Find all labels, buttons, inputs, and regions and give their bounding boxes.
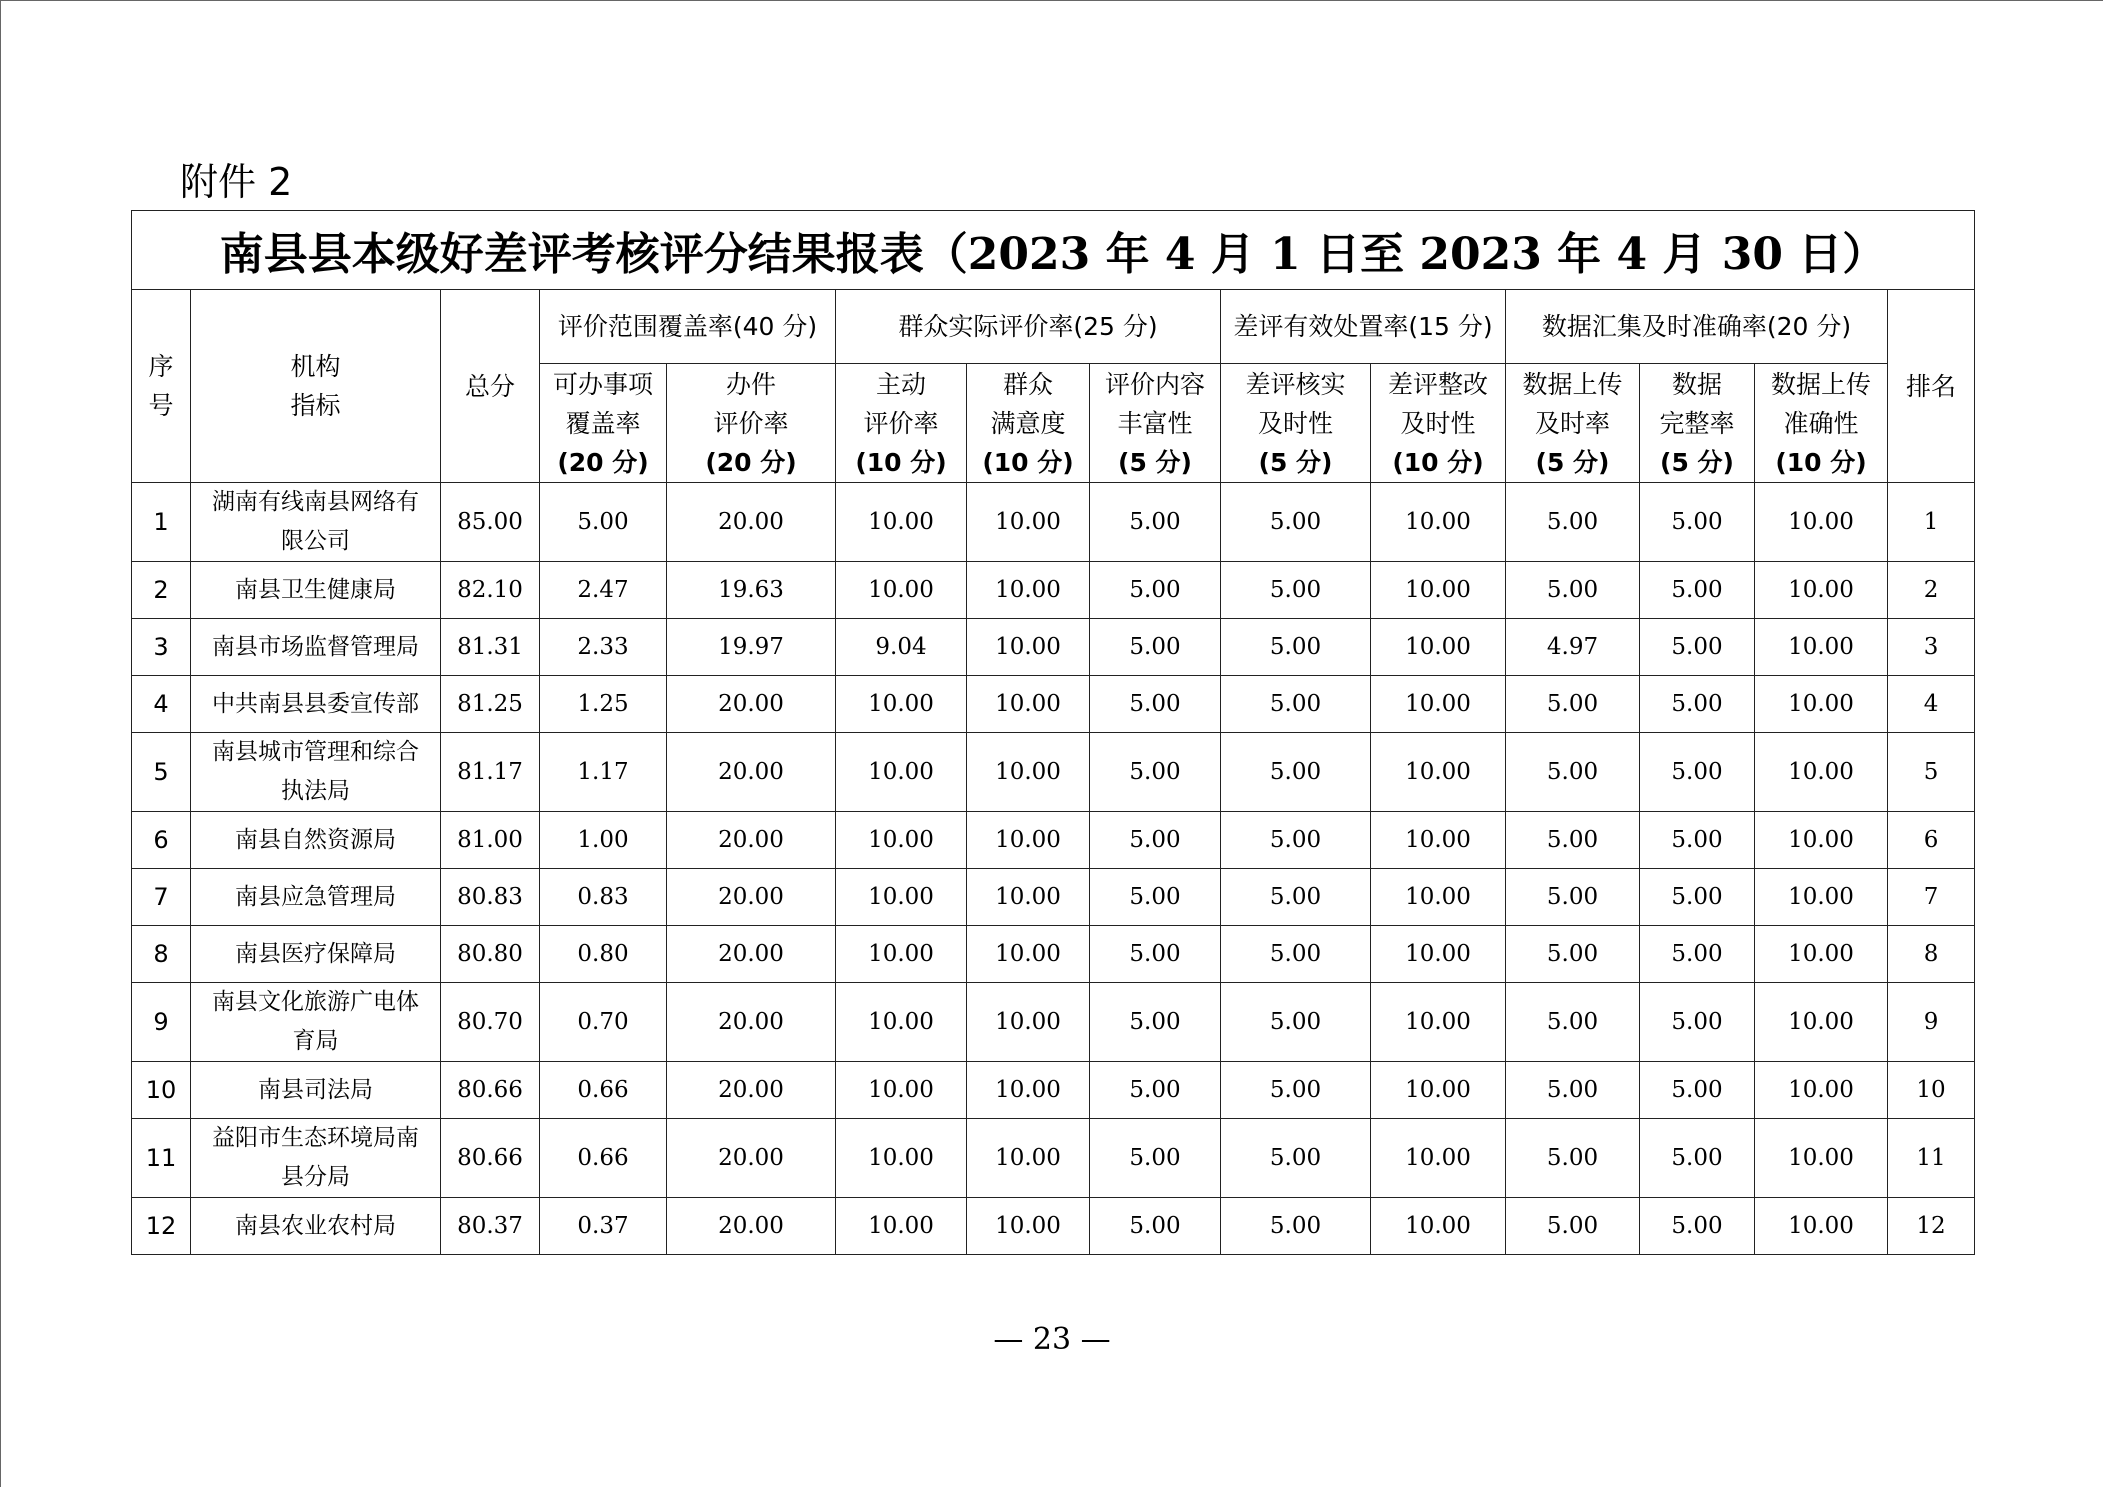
header-sub-line2: 丰富性 [1117, 408, 1193, 438]
table-row [132, 1062, 1975, 1119]
row-score: 5.00 [1090, 733, 1221, 812]
table-row [132, 562, 1975, 619]
header-sub-9 [1755, 364, 1888, 483]
org-name-line1: 湖南有线南县网络有 [212, 489, 419, 515]
row-score: 9.04 [836, 619, 967, 676]
header-sub-line1: 差评整改 [1387, 369, 1488, 399]
header-sub-points: (5 分) [1258, 447, 1333, 477]
header-sub-line1: 主动 [875, 369, 926, 399]
row-score: 20.00 [667, 1198, 836, 1255]
row-score: 5.00 [1090, 812, 1221, 869]
header-rank: 排名 [1888, 290, 1975, 483]
row-score: 5.00 [1506, 676, 1640, 733]
org-name-line1: 南县卫生健康局 [235, 576, 396, 603]
row-score: 5.00 [1506, 1198, 1640, 1255]
header-sub-line1: 数据上传 [1522, 369, 1623, 399]
row-score: 10.00 [1755, 1198, 1888, 1255]
row-score: 10.00 [836, 676, 967, 733]
header-sub-line2: 及时性 [1257, 408, 1333, 438]
header-group-coverage: 评价范围覆盖率(40 分) [540, 290, 836, 364]
row-index: 7 [132, 869, 191, 926]
row-score: 10.00 [1755, 983, 1888, 1062]
row-score: 5.00 [1090, 483, 1221, 562]
row-org-name [191, 733, 441, 812]
org-name-line1: 南县应急管理局 [235, 883, 396, 910]
header-sub-points: (10 分) [1392, 447, 1484, 477]
row-score: 5.00 [1640, 869, 1755, 926]
row-rank: 1 [1888, 483, 1975, 562]
org-name-line1: 南县文化旅游广电体 [212, 989, 419, 1015]
org-name-line1: 益阳市生态环境局南 [212, 1125, 419, 1151]
row-score: 10.00 [967, 619, 1090, 676]
row-score: 5.00 [1221, 483, 1371, 562]
row-index: 6 [132, 812, 191, 869]
row-score: 5.00 [1506, 1119, 1640, 1198]
row-score: 10.00 [967, 1062, 1090, 1119]
table-row [132, 483, 1975, 562]
row-score: 10.00 [967, 676, 1090, 733]
header-index-line1: 序 [148, 352, 174, 381]
header-sub-2 [836, 364, 967, 483]
row-score: 5.00 [1640, 926, 1755, 983]
row-score: 5.00 [1221, 926, 1371, 983]
row-score: 10.00 [967, 926, 1090, 983]
row-score: 10.00 [1371, 869, 1506, 926]
row-score: 10.00 [967, 562, 1090, 619]
row-rank: 3 [1888, 619, 1975, 676]
row-rank: 12 [1888, 1198, 1975, 1255]
row-score: 10.00 [967, 1119, 1090, 1198]
row-score: 5.00 [1221, 812, 1371, 869]
row-score: 4.97 [1506, 619, 1640, 676]
row-score: 5.00 [1090, 983, 1221, 1062]
header-index-line2: 号 [148, 391, 174, 420]
header-group-data: 数据汇集及时准确率(20 分) [1506, 290, 1888, 364]
header-sub-points: (20 分) [705, 447, 797, 477]
row-total: 81.00 [441, 812, 540, 869]
table-row [132, 733, 1975, 812]
header-org-line1: 机构 [290, 352, 341, 381]
table-row [132, 812, 1975, 869]
header-sub-line2: 及时率 [1534, 408, 1610, 438]
row-score: 5.00 [540, 483, 667, 562]
row-score: 10.00 [1371, 1119, 1506, 1198]
header-sub-6 [1371, 364, 1506, 483]
row-index: 3 [132, 619, 191, 676]
row-score: 5.00 [1640, 1198, 1755, 1255]
header-sub-line1: 差评核实 [1245, 369, 1346, 399]
row-score: 5.00 [1090, 1119, 1221, 1198]
row-score: 10.00 [1371, 733, 1506, 812]
row-score: 5.00 [1221, 1062, 1371, 1119]
org-name-line1: 南县城市管理和综合 [212, 739, 419, 765]
report-title: 南县县本级好差评考核评分结果报表（2023 年 4 月 1 日至 2023 年 4 月 30 日） [132, 211, 1975, 290]
org-name-line1: 南县市场监督管理局 [212, 633, 419, 660]
header-sub-points: (10 分) [982, 447, 1074, 477]
row-org-name [191, 812, 441, 869]
row-score: 19.97 [667, 619, 836, 676]
row-total: 80.66 [441, 1119, 540, 1198]
row-score: 5.00 [1640, 676, 1755, 733]
row-rank: 10 [1888, 1062, 1975, 1119]
row-score: 5.00 [1506, 812, 1640, 869]
row-score: 10.00 [1755, 733, 1888, 812]
header-sub-line1: 数据上传 [1770, 369, 1871, 399]
row-score: 1.00 [540, 812, 667, 869]
row-score: 20.00 [667, 676, 836, 733]
row-rank: 6 [1888, 812, 1975, 869]
row-index: 12 [132, 1198, 191, 1255]
row-score: 5.00 [1640, 733, 1755, 812]
row-index: 10 [132, 1062, 191, 1119]
row-score: 10.00 [1371, 676, 1506, 733]
row-score: 5.00 [1506, 483, 1640, 562]
header-org [191, 290, 441, 483]
row-index: 11 [132, 1119, 191, 1198]
row-score: 10.00 [1371, 983, 1506, 1062]
row-score: 10.00 [1755, 1119, 1888, 1198]
row-score: 5.00 [1221, 1119, 1371, 1198]
row-rank: 5 [1888, 733, 1975, 812]
page-number: — 23 — [993, 1322, 1111, 1357]
org-name-line2: 执法局 [281, 778, 350, 804]
header-sub-line1: 评价内容 [1104, 369, 1205, 399]
row-score: 1.17 [540, 733, 667, 812]
row-score: 10.00 [1371, 562, 1506, 619]
row-org-name [191, 676, 441, 733]
row-score: 5.00 [1506, 733, 1640, 812]
header-sub-8 [1640, 364, 1755, 483]
attachment-label: 附件 2 [180, 160, 293, 204]
row-score: 10.00 [1755, 869, 1888, 926]
header-sub-points: (5 分) [1118, 447, 1192, 477]
row-total: 80.80 [441, 926, 540, 983]
row-score: 20.00 [667, 926, 836, 983]
row-rank: 2 [1888, 562, 1975, 619]
row-score: 10.00 [1371, 812, 1506, 869]
row-score: 5.00 [1090, 619, 1221, 676]
row-score: 5.00 [1090, 1198, 1221, 1255]
row-score: 10.00 [836, 733, 967, 812]
row-score: 10.00 [836, 562, 967, 619]
table-row [132, 926, 1975, 983]
row-score: 5.00 [1640, 983, 1755, 1062]
org-name-line2: 县分局 [281, 1164, 350, 1190]
row-total: 81.17 [441, 733, 540, 812]
header-org-line2: 指标 [290, 391, 341, 420]
row-score: 10.00 [1755, 812, 1888, 869]
org-name-line1: 南县农业农村局 [235, 1212, 396, 1239]
row-org-name [191, 983, 441, 1062]
row-index: 9 [132, 983, 191, 1062]
row-score: 5.00 [1640, 1062, 1755, 1119]
row-score: 5.00 [1090, 926, 1221, 983]
row-rank: 7 [1888, 869, 1975, 926]
row-score: 5.00 [1506, 1062, 1640, 1119]
row-score: 10.00 [1371, 483, 1506, 562]
row-score: 10.00 [836, 1062, 967, 1119]
row-score: 10.00 [1371, 1062, 1506, 1119]
row-score: 10.00 [1755, 562, 1888, 619]
org-name-line1: 南县自然资源局 [235, 826, 396, 853]
row-score: 10.00 [1755, 619, 1888, 676]
org-name-line2: 限公司 [281, 528, 350, 554]
row-rank: 11 [1888, 1119, 1975, 1198]
header-sub-points: (5 分) [1660, 447, 1734, 477]
row-score: 10.00 [836, 1198, 967, 1255]
row-total: 80.37 [441, 1198, 540, 1255]
row-score: 0.80 [540, 926, 667, 983]
row-score: 10.00 [836, 483, 967, 562]
row-score: 5.00 [1640, 619, 1755, 676]
row-index: 2 [132, 562, 191, 619]
header-sub-points: (10 分) [1775, 447, 1867, 477]
header-sub-0 [540, 364, 667, 483]
row-score: 10.00 [836, 1119, 967, 1198]
header-sub-line1: 办件 [725, 369, 776, 399]
row-score: 2.47 [540, 562, 667, 619]
row-score: 10.00 [1755, 926, 1888, 983]
header-sub-1 [667, 364, 836, 483]
row-org-name [191, 483, 441, 562]
row-total: 80.66 [441, 1062, 540, 1119]
row-score: 5.00 [1221, 619, 1371, 676]
header-sub-5 [1221, 364, 1371, 483]
header-sub-line1: 群众 [1002, 369, 1053, 399]
row-org-name [191, 562, 441, 619]
row-score: 0.66 [540, 1062, 667, 1119]
row-score: 20.00 [667, 1062, 836, 1119]
table-row [132, 1119, 1975, 1198]
row-score: 5.00 [1640, 483, 1755, 562]
table-row [132, 869, 1975, 926]
header-sub-line2: 评价率 [713, 408, 789, 438]
row-score: 10.00 [1755, 1062, 1888, 1119]
row-score: 5.00 [1221, 733, 1371, 812]
header-sub-line1: 可办事项 [552, 369, 653, 399]
row-score: 10.00 [967, 1198, 1090, 1255]
header-sub-4 [1090, 364, 1221, 483]
row-score: 5.00 [1506, 983, 1640, 1062]
row-org-name [191, 1119, 441, 1198]
header-sub-points: (5 分) [1535, 447, 1610, 477]
header-sub-points: (20 分) [557, 447, 649, 477]
score-report-table [131, 210, 1975, 1255]
row-score: 5.00 [1221, 562, 1371, 619]
row-total: 80.70 [441, 983, 540, 1062]
row-score: 5.00 [1090, 676, 1221, 733]
row-score: 19.63 [667, 562, 836, 619]
row-total: 85.00 [441, 483, 540, 562]
row-score: 5.00 [1640, 812, 1755, 869]
header-sub-3 [967, 364, 1090, 483]
row-index: 5 [132, 733, 191, 812]
row-score: 5.00 [1090, 1062, 1221, 1119]
header-group-disposal: 差评有效处置率(15 分) [1221, 290, 1506, 364]
row-org-name [191, 926, 441, 983]
header-index [132, 290, 191, 483]
row-score: 10.00 [836, 926, 967, 983]
row-org-name [191, 1062, 441, 1119]
table-row [132, 983, 1975, 1062]
row-score: 10.00 [967, 983, 1090, 1062]
header-sub-line2: 覆盖率 [565, 408, 641, 438]
row-score: 20.00 [667, 1119, 836, 1198]
row-score: 5.00 [1640, 562, 1755, 619]
org-name-line1: 南县医疗保障局 [235, 940, 396, 967]
header-sub-line2: 准确性 [1783, 408, 1859, 438]
header-sub-line1: 数据 [1671, 369, 1722, 399]
row-total: 81.25 [441, 676, 540, 733]
row-score: 20.00 [667, 733, 836, 812]
row-score: 5.00 [1090, 869, 1221, 926]
row-score: 10.00 [1755, 676, 1888, 733]
org-name-line2: 育局 [292, 1028, 339, 1054]
header-sub-line2: 完整率 [1659, 408, 1735, 438]
row-score: 20.00 [667, 869, 836, 926]
row-total: 82.10 [441, 562, 540, 619]
row-index: 4 [132, 676, 191, 733]
row-index: 8 [132, 926, 191, 983]
row-org-name [191, 1198, 441, 1255]
header-group-evaluation: 群众实际评价率(25 分) [836, 290, 1221, 364]
row-score: 5.00 [1640, 1119, 1755, 1198]
row-rank: 8 [1888, 926, 1975, 983]
table-row [132, 1198, 1975, 1255]
header-sub-points: (10 分) [855, 447, 947, 477]
table-row [132, 619, 1975, 676]
header-sub-line2: 满意度 [990, 408, 1066, 438]
row-rank: 9 [1888, 983, 1975, 1062]
row-score: 20.00 [667, 483, 836, 562]
header-total: 总分 [441, 290, 540, 483]
row-org-name [191, 619, 441, 676]
row-score: 5.00 [1221, 983, 1371, 1062]
row-rank: 4 [1888, 676, 1975, 733]
table-row [132, 676, 1975, 733]
row-score: 10.00 [967, 483, 1090, 562]
row-score: 0.70 [540, 983, 667, 1062]
header-sub-line2: 及时性 [1400, 408, 1476, 438]
row-org-name [191, 869, 441, 926]
row-score: 20.00 [667, 812, 836, 869]
row-total: 81.31 [441, 619, 540, 676]
row-score: 10.00 [1755, 483, 1888, 562]
row-score: 10.00 [1371, 619, 1506, 676]
row-score: 2.33 [540, 619, 667, 676]
row-score: 10.00 [836, 869, 967, 926]
row-score: 5.00 [1506, 869, 1640, 926]
row-score: 1.25 [540, 676, 667, 733]
header-sub-7 [1506, 364, 1640, 483]
row-score: 5.00 [1221, 1198, 1371, 1255]
row-score: 5.00 [1090, 562, 1221, 619]
org-name-line1: 中共南县县委宣传部 [212, 690, 419, 717]
row-index: 1 [132, 483, 191, 562]
row-score: 20.00 [667, 983, 836, 1062]
row-score: 5.00 [1506, 562, 1640, 619]
row-score: 10.00 [836, 812, 967, 869]
row-score: 5.00 [1506, 926, 1640, 983]
row-score: 10.00 [967, 812, 1090, 869]
header-sub-line2: 评价率 [863, 408, 939, 438]
row-score: 5.00 [1221, 869, 1371, 926]
row-total: 80.83 [441, 869, 540, 926]
row-score: 10.00 [967, 733, 1090, 812]
row-score: 5.00 [1221, 676, 1371, 733]
row-score: 0.37 [540, 1198, 667, 1255]
org-name-line1: 南县司法局 [258, 1076, 373, 1103]
row-score: 0.66 [540, 1119, 667, 1198]
row-score: 10.00 [967, 869, 1090, 926]
row-score: 10.00 [836, 983, 967, 1062]
row-score: 0.83 [540, 869, 667, 926]
row-score: 10.00 [1371, 1198, 1506, 1255]
row-score: 10.00 [1371, 926, 1506, 983]
